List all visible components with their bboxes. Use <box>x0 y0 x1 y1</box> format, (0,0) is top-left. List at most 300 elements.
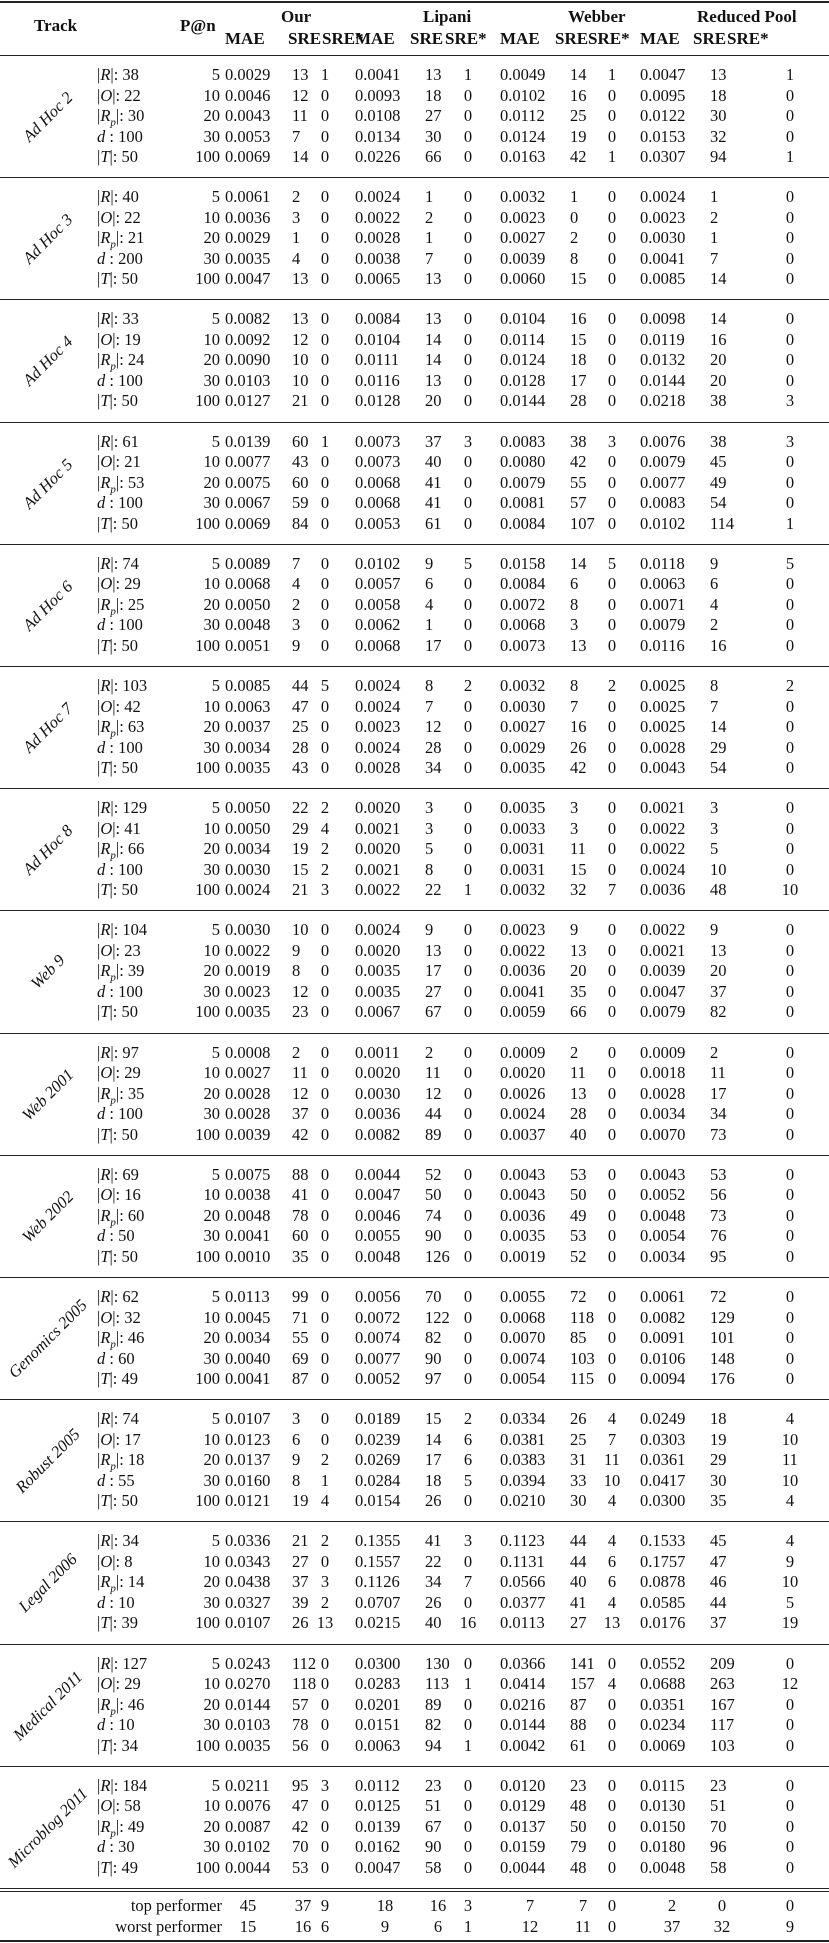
sre-cell: 4 <box>292 248 301 268</box>
sre-star-cell: 0 <box>607 696 617 716</box>
sre-cell: 2 <box>570 1042 579 1062</box>
sre-star-cell: 0 <box>320 329 330 349</box>
sre-cell: 41 <box>570 1592 587 1612</box>
track-block <box>0 1522 829 1644</box>
mae-cell: 0.0030 <box>225 920 271 940</box>
summary-value: 0 <box>607 1917 617 1936</box>
mae-cell: 0.0162 <box>355 1837 401 1857</box>
sre-star-cell: 5 <box>785 553 795 573</box>
mae-cell: 0.0026 <box>500 1083 546 1103</box>
track-name: Genomics 2005 <box>4 1295 91 1382</box>
summary-value: 9 <box>785 1917 795 1936</box>
param-cell: |T|: 49 <box>97 1369 139 1388</box>
sre-star-cell: 0 <box>463 758 473 777</box>
sre-star-cell: 0 <box>463 1083 473 1103</box>
track-block <box>0 178 829 300</box>
table-row <box>0 493 829 513</box>
summary-value: 11 <box>575 1917 591 1936</box>
sre-star-cell: 0 <box>785 1104 795 1124</box>
pn-cell: 10 <box>203 696 220 716</box>
sre-cell: 157 <box>570 1674 595 1694</box>
sre-cell: 30 <box>425 126 442 146</box>
track-name: Robust 2005 <box>11 1424 84 1497</box>
sre-star-cell: 0 <box>785 1857 795 1877</box>
sre-cell: 88 <box>292 1164 309 1184</box>
table-row <box>0 1572 829 1595</box>
sre-star-cell: 0 <box>320 309 330 329</box>
sre-cell: 87 <box>570 1694 587 1714</box>
param-value: 10 <box>118 1592 135 1612</box>
mae-cell: 0.0343 <box>225 1551 271 1571</box>
mae-cell: 0.0055 <box>355 1226 401 1246</box>
sre-star-cell: 0 <box>607 594 617 614</box>
sre-cell: 45 <box>710 452 727 472</box>
header-pn: P@n <box>180 16 216 35</box>
mae-cell: 0.0025 <box>640 696 686 716</box>
mae-cell: 0.0028 <box>225 1104 271 1124</box>
param-cell: |O|: 29 <box>97 1674 141 1694</box>
param-cell: |T|: 50 <box>97 269 139 289</box>
sre-star-cell: 0 <box>463 126 473 146</box>
sre-cell: 10 <box>292 370 309 390</box>
track-name: Microblog 2011 <box>3 1783 92 1872</box>
pn-cell: 30 <box>203 981 220 1001</box>
sre-cell: 70 <box>425 1287 442 1306</box>
mae-cell: 0.0091 <box>640 1328 686 1347</box>
summary-value: 37 <box>294 1896 312 1915</box>
param-cell: d : 100 <box>97 981 143 1001</box>
sre-star-cell: 5 <box>607 553 617 573</box>
param-cell: |T|: 50 <box>97 1246 139 1266</box>
track-block <box>0 56 829 178</box>
sre-cell: 66 <box>425 147 442 166</box>
mae-cell: 0.0025 <box>640 676 686 695</box>
mae-cell: 0.0103 <box>225 370 271 390</box>
param-value: 39 <box>121 1613 139 1633</box>
mae-cell: 0.0031 <box>500 839 546 859</box>
table-row <box>0 1043 829 1063</box>
sre-cell: 52 <box>425 1164 442 1184</box>
param-value: 49 <box>121 1857 139 1877</box>
sre-cell: 7 <box>292 553 301 573</box>
mae-cell: 0.0039 <box>500 248 546 268</box>
sre-cell: 18 <box>710 85 727 105</box>
sre-cell: 10 <box>710 859 727 879</box>
pn-cell: 20 <box>203 839 220 859</box>
sre-cell: 15 <box>570 329 587 349</box>
mae-cell: 0.0130 <box>640 1796 686 1816</box>
track-name: Ad Hoc 7 <box>18 698 77 757</box>
block-rule <box>0 1888 829 1889</box>
table-row <box>0 1002 829 1022</box>
sre-cell: 44 <box>570 1551 587 1571</box>
sre-star-cell: 0 <box>607 615 617 635</box>
sre-cell: 30 <box>710 106 727 125</box>
sre-cell: 90 <box>425 1837 442 1857</box>
param-cell: d : 10 <box>97 1592 135 1612</box>
sre-star-cell: 0 <box>607 329 617 349</box>
mae-cell: 0.0034 <box>640 1246 686 1266</box>
mae-cell: 0.0009 <box>640 1042 686 1062</box>
pn-cell: 100 <box>195 1491 220 1511</box>
table-row <box>0 839 829 862</box>
header-sub-sre: SRE <box>288 29 322 48</box>
mae-cell: 0.0022 <box>640 818 686 838</box>
mae-cell: 0.0073 <box>355 431 401 451</box>
table-row <box>0 1450 829 1473</box>
sre-cell: 13 <box>570 635 587 655</box>
mae-cell: 0.0037 <box>225 717 271 736</box>
sre-cell: 44 <box>710 1592 727 1612</box>
sre-cell: 45 <box>710 1531 727 1551</box>
table-row <box>0 269 829 289</box>
mae-cell: 0.0383 <box>500 1450 546 1470</box>
sre-cell: 8 <box>570 676 579 695</box>
param-cell: |R|: 62 <box>97 1287 139 1306</box>
mae-cell: 0.0083 <box>500 431 546 451</box>
mae-cell: 0.0137 <box>225 1450 271 1470</box>
pn-cell: 5 <box>211 1531 220 1551</box>
mae-cell: 0.0269 <box>355 1450 401 1470</box>
sre-star-cell: 0 <box>785 717 795 736</box>
sre-star-cell: 0 <box>607 1042 617 1062</box>
mae-cell: 0.0024 <box>355 676 401 695</box>
pn-cell: 5 <box>211 553 220 573</box>
param-cell: |O|: 17 <box>97 1429 141 1449</box>
table-row <box>0 920 829 940</box>
table-row <box>0 1104 829 1124</box>
sre-star-cell: 10 <box>781 1429 799 1449</box>
mae-cell: 0.0137 <box>500 1816 546 1836</box>
table-row <box>0 1349 829 1369</box>
mae-cell: 0.0035 <box>500 1226 546 1246</box>
sre-cell: 16 <box>570 309 587 329</box>
sre-cell: 13 <box>425 370 442 390</box>
pn-cell: 10 <box>203 574 220 594</box>
table-row <box>0 1695 829 1715</box>
mae-cell: 0.0073 <box>355 452 401 472</box>
mae-cell: 0.0239 <box>355 1429 401 1449</box>
mae-cell: 0.0153 <box>640 126 686 146</box>
sre-cell: 14 <box>710 269 727 289</box>
mae-cell: 0.0041 <box>225 1369 271 1388</box>
mae-cell: 0.0023 <box>225 981 271 1001</box>
pn-cell: 100 <box>195 391 220 411</box>
mae-cell: 0.0102 <box>355 553 401 573</box>
mae-cell: 0.0040 <box>225 1348 271 1368</box>
sre-cell: 19 <box>570 126 587 146</box>
track-block <box>0 911 829 1033</box>
param-cell: |O|: 22 <box>97 85 141 105</box>
sre-cell: 42 <box>292 1124 309 1144</box>
param-value: 100 <box>118 615 143 635</box>
mae-cell: 0.0060 <box>500 269 546 289</box>
sre-cell: 3 <box>570 818 579 838</box>
table-row <box>0 1308 829 1328</box>
table-row <box>0 1165 829 1185</box>
summary-label: worst performer <box>115 1917 222 1936</box>
param-cell: |T|: 50 <box>97 1124 139 1144</box>
summary-value: 16 <box>294 1917 312 1936</box>
pn-cell: 20 <box>203 717 220 736</box>
table-row <box>0 941 829 961</box>
sre-star-cell: 0 <box>463 737 473 757</box>
sre-cell: 89 <box>425 1124 442 1144</box>
table-row <box>0 738 829 758</box>
table-row <box>0 65 829 85</box>
sre-cell: 35 <box>710 1491 727 1511</box>
sre-cell: 42 <box>570 758 587 777</box>
sre-cell: 5 <box>710 839 719 859</box>
track-block <box>0 789 829 911</box>
sre-cell: 52 <box>570 1246 587 1266</box>
sre-star-cell: 4 <box>785 1409 795 1429</box>
sre-star-cell: 0 <box>607 248 617 268</box>
sre-star-cell: 0 <box>320 147 330 166</box>
param-value: 32 <box>124 1307 141 1327</box>
summary-value: 1 <box>463 1917 473 1936</box>
summary-value: 0 <box>607 1896 617 1915</box>
mae-cell: 0.0189 <box>355 1409 401 1429</box>
sre-cell: 118 <box>292 1674 317 1694</box>
table-row <box>0 1613 829 1633</box>
param-cell: d : 50 <box>97 1226 135 1246</box>
param-value: 200 <box>118 248 143 268</box>
param-value: 103 <box>122 676 148 695</box>
param-value: 100 <box>118 126 143 146</box>
sre-cell: 3 <box>292 1409 301 1429</box>
pn-cell: 100 <box>195 880 220 900</box>
param-value: 35 <box>127 1083 145 1103</box>
sre-star-cell: 0 <box>463 1694 473 1714</box>
sre-star-cell: 0 <box>785 493 795 513</box>
mae-cell: 0.0080 <box>500 452 546 472</box>
sre-star-cell: 0 <box>463 269 473 289</box>
sre-star-cell: 0 <box>607 920 617 940</box>
mae-cell: 0.0119 <box>640 329 685 349</box>
mae-cell: 0.0048 <box>640 1857 686 1877</box>
sre-star-cell: 2 <box>320 798 330 818</box>
sre-star-cell: 0 <box>463 1063 473 1083</box>
summary-label: top performer <box>130 1896 222 1915</box>
summary-value: 6 <box>433 1917 443 1936</box>
param-cell: $|R_p|$: 35 <box>97 1083 145 1106</box>
pn-cell: 30 <box>203 1837 220 1857</box>
mae-cell: 0.0394 <box>500 1470 546 1490</box>
sre-star-cell: 0 <box>463 248 473 268</box>
table-row <box>0 1125 829 1145</box>
sre-star-cell: 0 <box>785 615 795 635</box>
param-cell: |T|: 34 <box>97 1735 139 1755</box>
sre-cell: 41 <box>425 1531 442 1551</box>
pn-cell: 20 <box>203 350 220 370</box>
table-row <box>0 1226 829 1246</box>
sre-star-cell: 0 <box>463 574 473 594</box>
summary-value: 7 <box>578 1896 588 1915</box>
mae-cell: 0.0021 <box>640 798 686 818</box>
sre-star-cell: 0 <box>607 269 617 289</box>
mae-cell: 0.0034 <box>225 839 271 859</box>
mae-cell: 0.0377 <box>500 1592 546 1612</box>
mae-cell: 0.0031 <box>500 859 546 879</box>
sre-cell: 85 <box>570 1328 587 1347</box>
param-value: 42 <box>124 696 141 716</box>
sre-star-cell: 0 <box>785 859 795 879</box>
mae-cell: 0.0082 <box>225 309 271 329</box>
sre-star-cell: 0 <box>320 1715 330 1735</box>
mae-cell: 0.0438 <box>225 1572 271 1592</box>
sre-star-cell: 0 <box>785 1124 795 1144</box>
mae-cell: 0.0107 <box>225 1409 271 1429</box>
sre-star-cell: 0 <box>320 635 330 655</box>
sre-star-cell: 1 <box>785 65 795 84</box>
mae-cell: 0.0051 <box>225 635 271 655</box>
param-cell: $|R_p|$: 46 <box>97 1328 145 1351</box>
sre-star-cell: 0 <box>320 248 330 268</box>
sre-star-cell: 0 <box>463 635 473 655</box>
mae-cell: 0.0045 <box>225 1307 271 1327</box>
mae-cell: 0.1131 <box>500 1551 545 1571</box>
sre-star-cell: 0 <box>320 1348 330 1368</box>
table-row <box>0 1369 829 1389</box>
param-value: 50 <box>121 635 139 655</box>
sre-star-cell: 0 <box>463 940 473 960</box>
mae-cell: 0.0020 <box>355 940 401 960</box>
sre-cell: 176 <box>710 1369 735 1388</box>
sre-star-cell: 0 <box>785 1287 795 1306</box>
mae-cell: 0.0307 <box>640 147 686 166</box>
param-cell: d : 55 <box>97 1470 135 1490</box>
mae-cell: 0.0047 <box>640 981 686 1001</box>
mae-cell: 0.0112 <box>355 1775 400 1795</box>
header-sub-mae: MAE <box>225 29 265 48</box>
mae-cell: 0.0049 <box>500 65 546 84</box>
mae-cell: 0.0150 <box>640 1816 686 1836</box>
sre-cell: 54 <box>710 493 727 513</box>
mae-cell: 0.0074 <box>500 1348 546 1368</box>
sre-cell: 103 <box>570 1348 595 1368</box>
mae-cell: 0.0028 <box>225 1083 271 1103</box>
mae-cell: 0.1757 <box>640 1551 686 1571</box>
table-row <box>0 391 829 411</box>
sre-cell: 44 <box>292 676 309 695</box>
param-cell: d : 200 <box>97 248 143 268</box>
sre-star-cell: 0 <box>785 1307 795 1327</box>
param-cell: |T|: 50 <box>97 513 139 533</box>
sre-star-cell: 0 <box>607 85 617 105</box>
sre-cell: 34 <box>425 758 442 777</box>
sre-star-cell: 0 <box>607 1837 617 1857</box>
sre-cell: 112 <box>292 1653 317 1673</box>
mae-cell: 0.0093 <box>355 85 401 105</box>
mae-cell: 0.0090 <box>225 350 271 370</box>
mae-cell: 0.0125 <box>355 1796 401 1816</box>
table-row <box>0 860 829 880</box>
mae-cell: 0.0134 <box>355 126 401 146</box>
sre-cell: 9 <box>425 553 434 573</box>
track-name: Web 2001 <box>17 1064 78 1124</box>
sre-star-cell: 0 <box>320 493 330 513</box>
param-cell: |O|: 23 <box>97 940 141 960</box>
mae-cell: 0.0083 <box>640 493 686 513</box>
param-cell: |R|: 103 <box>97 676 148 695</box>
sre-cell: 29 <box>710 737 727 757</box>
sre-star-cell: 0 <box>320 1551 330 1571</box>
mae-cell: 0.0036 <box>640 880 686 900</box>
param-cell: |R|: 33 <box>97 309 139 329</box>
mae-cell: 0.1533 <box>640 1531 686 1551</box>
track-name: Legal 2006 <box>14 1549 81 1617</box>
sre-star-cell: 0 <box>785 187 795 207</box>
sre-star-cell: 0 <box>785 1837 795 1857</box>
sre-cell: 67 <box>425 1816 442 1836</box>
param-value: 50 <box>121 758 139 777</box>
mae-cell: 0.0111 <box>355 350 400 370</box>
mae-cell: 0.0029 <box>500 737 546 757</box>
mae-cell: 0.0047 <box>355 1857 401 1877</box>
mae-cell: 0.0039 <box>640 961 686 981</box>
sre-cell: 71 <box>292 1307 309 1327</box>
mae-cell: 0.0063 <box>225 696 271 716</box>
sre-star-cell: 0 <box>607 1246 617 1266</box>
param-cell: |O|: 41 <box>97 818 141 838</box>
sre-star-cell: 12 <box>781 1674 799 1694</box>
sre-star-cell: 0 <box>320 1429 330 1449</box>
sre-star-cell: 0 <box>785 126 795 146</box>
sre-star-cell: 0 <box>607 1164 617 1184</box>
table-row <box>0 127 829 147</box>
mae-cell: 0.0084 <box>500 513 546 533</box>
sre-star-cell: 0 <box>320 553 330 573</box>
sre-star-cell: 0 <box>463 1042 473 1062</box>
pn-cell: 100 <box>195 1613 220 1633</box>
param-value: 18 <box>127 1450 145 1470</box>
sre-cell: 1 <box>292 228 301 248</box>
mae-cell: 0.0034 <box>640 1104 686 1124</box>
summary-row <box>0 1917 829 1937</box>
track-name: Ad Hoc 6 <box>18 576 77 635</box>
table-row <box>0 1816 829 1840</box>
sre-star-cell: 0 <box>785 1796 795 1816</box>
sre-cell: 79 <box>570 1837 587 1857</box>
mae-cell: 0.0041 <box>500 981 546 1001</box>
sre-cell: 14 <box>425 1429 442 1449</box>
pn-cell: 5 <box>211 1653 220 1673</box>
sre-cell: 12 <box>425 1083 442 1103</box>
sre-star-cell: 0 <box>785 1694 795 1714</box>
sre-star-cell: 0 <box>607 1857 617 1877</box>
track-name: Web 2002 <box>17 1186 78 1247</box>
sre-star-cell: 0 <box>320 1857 330 1877</box>
mae-cell: 0.0030 <box>640 228 686 248</box>
sre-star-cell: 0 <box>607 758 617 777</box>
sre-star-cell: 0 <box>463 1226 473 1246</box>
sre-star-cell: 2 <box>320 1450 330 1470</box>
sre-cell: 22 <box>425 1551 442 1571</box>
sre-star-cell: 0 <box>463 1124 473 1144</box>
sre-star-cell: 0 <box>607 798 617 818</box>
mae-cell: 0.0044 <box>500 1857 546 1877</box>
mae-cell: 0.0417 <box>640 1470 686 1490</box>
mae-cell: 0.0050 <box>225 594 271 614</box>
param-value: 46 <box>127 1328 145 1347</box>
mae-cell: 0.0071 <box>640 594 686 614</box>
sre-star-cell: 0 <box>607 513 617 533</box>
sre-star-cell: 0 <box>320 1063 330 1083</box>
sre-cell: 13 <box>292 65 309 84</box>
mae-cell: 0.0076 <box>225 1796 271 1816</box>
sre-cell: 27 <box>425 981 442 1001</box>
